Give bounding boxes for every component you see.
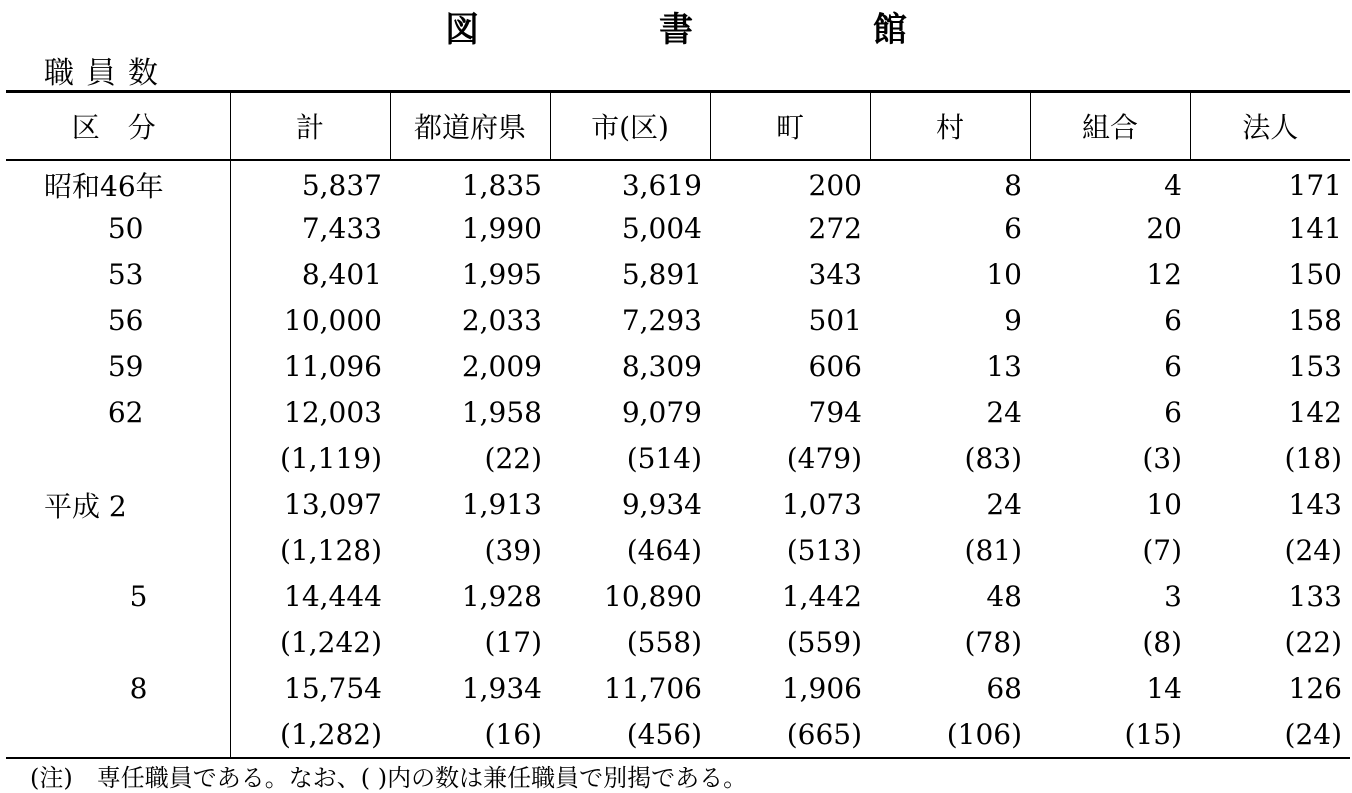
table-cell: (1,242) [230,620,390,666]
table-cell: 3 [1164,580,1182,613]
table-cell: 6 [1164,396,1182,429]
table-cell: 9,934 [621,488,702,521]
table-cell: (22) [484,442,542,475]
table-cell: (18) [1284,442,1342,475]
footnote: (注) 専任職員である。なお、( )内の数は兼任職員で別掲である。 [30,764,748,792]
column-header-village: 村 [870,92,1030,160]
table-cell: 171 [1288,168,1342,202]
table-cell: 1,958 [461,396,542,429]
table-cell: 13 [986,350,1022,383]
table-cell: (665) [710,712,870,758]
table-cell: 20 [1146,212,1182,245]
row-label: 50 [107,212,144,245]
column-header-city: 市(区) [550,92,710,160]
table-cell: 10,890 [604,580,702,613]
table-cell: 3,619 [621,168,702,202]
table-cell: 11,706 [604,672,702,705]
table-cell: (558) [626,626,702,659]
table-cell: 6 [1004,212,1022,245]
table-cell: 12,003 [230,390,390,436]
table-cell: (1,128) [230,528,390,574]
row-label: 5 [129,580,148,613]
table-row [6,666,1350,712]
table-cell: 1,913 [461,488,542,521]
table-cell: 12 [1146,258,1182,291]
table-cell: 153 [1288,350,1342,383]
table-row [6,482,1350,528]
table-cell: 1,073 [781,488,862,521]
table-row [6,206,1350,252]
column-header-total: 計 [230,92,390,160]
table-cell: 7,293 [621,304,702,337]
table-cell: (1,282) [230,712,390,758]
table-cell: 8 [1004,168,1022,202]
table-cell: 794 [808,396,862,429]
table-cell: 4 [1164,168,1182,202]
column-header-corporation: 法人 [1190,92,1350,160]
table-cell: 14,444 [230,574,390,620]
row-label: 53 [107,258,144,291]
table-cell: (24) [1284,534,1342,567]
table-cell: (16) [390,712,550,758]
table-cell: 1,835 [461,168,542,202]
table-row [6,528,1350,574]
table-cell: (7) [1142,534,1182,567]
table-row [6,160,1350,206]
table-cell: 1,906 [781,672,862,705]
table-cell: (456) [550,712,710,758]
table-cell: (1,119) [230,436,390,482]
table-cell: 6 [1164,350,1182,383]
column-header-category: 区分 [6,92,230,160]
table-cell: 141 [1288,212,1342,245]
table-cell: 7,433 [230,206,390,252]
table-cell: 10 [986,258,1022,291]
table-cell: (24) [1190,712,1350,758]
table-cell: (479) [786,442,862,475]
table-cell: 5,004 [621,212,702,245]
row-label [6,620,230,666]
table-cell: 24 [986,488,1022,521]
table-row [6,298,1350,344]
table-row [6,390,1350,436]
page-title: 図 書 館 [445,10,991,50]
table-cell: 133 [1288,580,1342,613]
table-cell: 10 [1146,488,1182,521]
row-label: 昭和46年 [44,170,164,203]
table-cell: 158 [1288,304,1342,337]
table-cell: 5,891 [621,258,702,291]
table-cell: 1,990 [461,212,542,245]
table-subtitle: 職員数 [44,56,170,91]
row-label: 59 [107,350,144,383]
table-cell: 142 [1288,396,1342,429]
table-row [6,712,1350,758]
table-cell: (22) [1284,626,1342,659]
row-label: 平成 2 [44,489,127,523]
table-cell: 606 [808,350,862,383]
row-label: 56 [107,304,144,337]
table-cell: 9 [1004,304,1022,337]
table-cell: 1,928 [461,580,542,613]
table-cell: (39) [484,534,542,567]
table-cell: (513) [786,534,862,567]
table-cell: 6 [1164,304,1182,337]
table-cell: (8) [1142,626,1182,659]
table-cell: (81) [964,534,1022,567]
row-label: 8 [129,672,148,705]
column-header-prefecture: 都道府県 [390,92,550,160]
table-cell: (514) [626,442,702,475]
table-cell: 68 [986,672,1022,705]
table-cell: 5,837 [230,160,390,206]
table-cell: 13,097 [230,482,390,528]
row-label [6,528,230,574]
table-cell: (15) [1030,712,1190,758]
table-cell: 1,995 [461,258,542,291]
row-label [6,712,230,758]
table-row [6,252,1350,298]
table-cell: 2,009 [461,350,542,383]
column-header-town: 町 [710,92,870,160]
table-row [6,620,1350,666]
table-cell: 150 [1288,258,1342,291]
column-header-association: 組合 [1030,92,1190,160]
table-cell: 9,079 [621,396,702,429]
table-cell: 48 [986,580,1022,613]
table-cell: 1,934 [461,672,542,705]
table-cell: 1,442 [781,580,862,613]
table-cell: 8,401 [230,252,390,298]
table-cell: 501 [808,304,862,337]
table-cell: (17) [484,626,542,659]
row-label [6,436,230,482]
table-cell: 8,309 [621,350,702,383]
table-cell: (3) [1142,442,1182,475]
table-cell: (83) [964,442,1022,475]
table-cell: 200 [808,168,862,202]
table-cell: 343 [808,258,862,291]
row-label: 62 [107,396,144,429]
table-cell: 272 [808,212,862,245]
table-cell: 15,754 [230,666,390,712]
table-cell: 14 [1146,672,1182,705]
staff-table [6,90,1350,759]
table-cell: 126 [1288,672,1342,705]
table-cell: 143 [1288,488,1342,521]
table-cell: (559) [786,626,862,659]
table-cell: (464) [626,534,702,567]
table-row [6,574,1350,620]
header-row [6,92,1350,160]
table-cell: (106) [870,712,1030,758]
table-cell: 11,096 [230,344,390,390]
table-row [6,436,1350,482]
table-row [6,344,1350,390]
table-cell: 24 [986,396,1022,429]
table-cell: 2,033 [461,304,542,337]
table-cell: (78) [964,626,1022,659]
table-cell: 10,000 [230,298,390,344]
